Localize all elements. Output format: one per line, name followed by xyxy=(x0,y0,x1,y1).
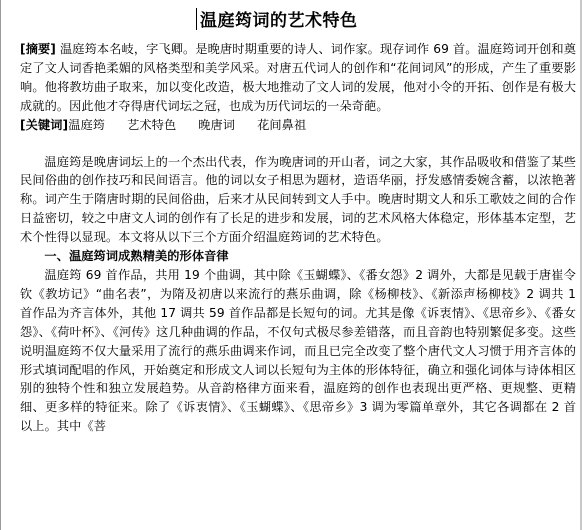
intro-paragraph: 温庭筠是晚唐词坛上的一个杰出代表，作为晚唐词的开山者，词之大家，其作品吸收和借鉴了某些民间俗曲的创作技巧和民间语言。他的词以女子相思为题材，造语华丽，抒发感情委婉含蓄，以浓艳著称。词产生于隋唐时期的民间俗曲，后来才从民间转到文人手中。晚唐时期文人和乐工歌妓之间的合作日益密切，较之中唐文人词的创作有了长足的进步和发展，词的艺术风格大体稳定，形体基本定型，艺术个性得以显现。本文将从以下三个方面介绍温庭筠词的艺术特色。 xyxy=(20,154,576,245)
abstract-label: [摘要] xyxy=(20,42,56,56)
main-text xyxy=(20,153,576,437)
keyword-item: 艺术特色 xyxy=(127,117,177,132)
keyword-item: 花间鼻祖 xyxy=(257,117,307,132)
keywords-line xyxy=(20,116,576,135)
keyword-item: 晚唐词 xyxy=(198,117,236,132)
abstract-text: 温庭筠本名岐，字飞卿。是晚唐时期重要的诗人、词作家。现存词作 69 首。温庭筠词开创和奠定了文人词香艳柔媚的风格类型和美学风采。对唐五代词人的创作和“花间词风”的形成，产生了重要影响。他将教坊曲子取来，加以变化改造，极大地推动了文人词的发展，他对小令的开拓、创作是有极大成就的。因此他才夺得唐代词坛之冠，也成为历代词坛的一朵奇葩。 xyxy=(20,42,576,113)
blank-line xyxy=(20,135,576,153)
text-cursor xyxy=(196,8,197,30)
keywords-label: [关键词] xyxy=(20,117,69,132)
section-heading: 一、温庭筠词成熟精美的形体音律 xyxy=(44,249,229,264)
section-paragraph: 温庭筠 69 首作品，共用 19 个曲调，其中除《玉蝴蝶》、《番女怨》2 调外，大都是见载于唐崔令钦《教坊记》“曲名表”，为隋及初唐以来流行的燕乐曲调，除《杨柳枝》、《新添声杨柳枝》2 调共 1 首作品为齐言体外，其他 17 调共 59 首作品都是长短句的词。尤其是像《诉衷情》、《思帝乡》、《番女怨》、《荷叶杯》、《河传》这几种曲调的作品，不仅句式极尽参差错落，而且音韵也特别繁促多变。这些说明温庭筠不仅大量采用了流行的燕乐曲调来作词，而且已完全改变了整个唐代文人习惯于用齐言体的形式填词配唱的作风，开始奠定和形成文人词以长短句为主体的形体特征，确立和强化词体与诗体相区别的独特个性和独立发展趋势。从音韵格律方面来看，温庭筠的创作也表现出更严格、更规整、更精细、更多样的特征来。除了《诉衷情》、《玉蝴蝶》、《思帝乡》3 调为零篇单章外，其它各调都在 2 首以上。其中《菩 xyxy=(20,267,576,434)
page-left-border xyxy=(0,0,1,530)
document-body[interactable] xyxy=(20,40,576,436)
abstract-block xyxy=(20,40,576,116)
document-title[interactable]: 温庭筠词的艺术特色 xyxy=(200,11,358,31)
abstract-paragraph xyxy=(20,40,576,116)
title-area xyxy=(0,0,582,36)
keyword-item: 温庭筠 xyxy=(68,117,106,132)
